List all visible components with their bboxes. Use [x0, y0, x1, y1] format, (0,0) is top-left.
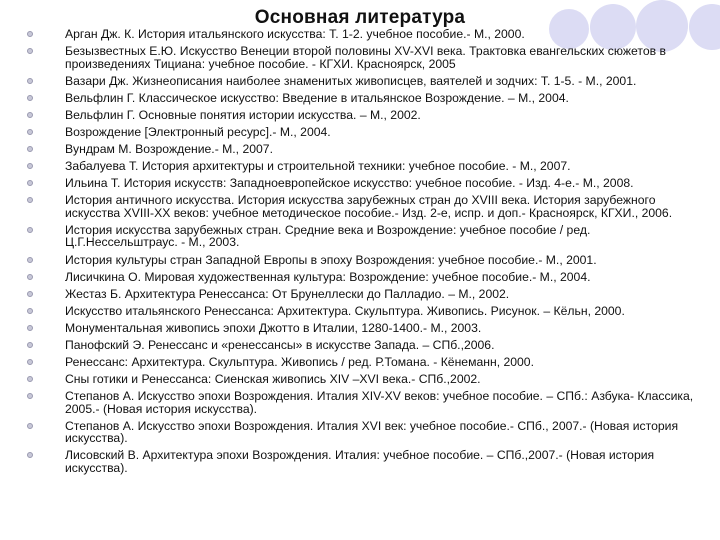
- reference-text: История античного искусства. История искусства зарубежных стран до XVIII века. История зарубежного искусства XVIII-XX веков: учебное методическое пособие.- Изд. 2-е, испр. и доп.- Красноярск, КГХИ., 2006.: [65, 193, 673, 220]
- reference-text: Вазари Дж. Жизнеописания наиболее знаменитых живописцев, ваятелей и зодчих: Т. 1-5. - М., 2001.: [65, 73, 637, 88]
- list-item: [27, 109, 699, 122]
- page-title: Основная литература: [254, 7, 466, 28]
- bullet-icon: [27, 112, 33, 118]
- list-item: [27, 339, 699, 352]
- reference-text: Ренессанс: Архитектура. Скульптура. Живопись / ред. Р.Томана. - Кёнеманн, 2000.: [65, 355, 534, 370]
- list-item: [27, 254, 699, 267]
- reference-text: Панофский Э. Ренессанс и «ренессансы» в искусстве Запада. – СПб.,2006.: [65, 338, 495, 352]
- bullet-icon: [27, 95, 33, 101]
- reference-text: Степанов А. Искусство эпохи Возрождения. Италия XIV-XV веков: учебное пособие. – СПб.: Азбука- Классика, 2005.- (Новая история искусства).: [65, 389, 694, 416]
- reference-text: Степанов А. Искусство эпохи Возрождения. Италия XVI век: учебное пособие.- СПб., 2007.- (Новая история искусства).: [65, 418, 679, 446]
- reference-list: [27, 28, 699, 479]
- bullet-icon: [27, 423, 33, 429]
- bullet-icon: [27, 291, 33, 297]
- reference-text: Возрождение [Электронный ресурс].- М., 2004.: [65, 124, 331, 139]
- reference-text: Арган Дж. К. История итальянского искусства: Т. 1-2. учебное пособие.- М., 2000.: [65, 27, 525, 41]
- list-item: [27, 288, 699, 301]
- list-item: [27, 322, 699, 335]
- list-item: [27, 373, 699, 386]
- bullet-icon: [27, 48, 33, 54]
- bullet-icon: [27, 227, 33, 233]
- bullet-icon: [27, 163, 33, 169]
- bullet-icon: [27, 78, 33, 84]
- bullet-icon: [27, 308, 33, 314]
- reference-text: Безызвестных Е.Ю. Искусство Венеции второй половины XV-XVI века. Трактовка евангельских сюжетов в произведениях Тициана: учебное пособие. - КГХИ. Красноярск, 2005: [65, 44, 666, 71]
- list-item: [27, 390, 699, 415]
- list-item: [27, 28, 699, 41]
- reference-text: Забалуева Т. История архитектуры и строительной техники: учебное пособие. - М., 2007.: [65, 159, 571, 174]
- list-item: [27, 224, 699, 249]
- list-item: [27, 92, 699, 105]
- list-item: [27, 271, 699, 284]
- reference-text: История культуры стран Западной Европы в эпоху Возрождения: учебное пособие.- М., 2001.: [65, 252, 597, 267]
- reference-text: Вельфлин Г. Классическое искусство: Введение в итальянское Возрождение. – М., 2004.: [65, 90, 569, 105]
- reference-text: История искусства зарубежных стран. Средние века и Возрождение: учебное пособие / ред. Ц.Г.Нессельштраус. - М., 2003.: [65, 222, 591, 250]
- reference-text: Вельфлин Г. Основные понятия истории искусства. – М., 2002.: [65, 107, 421, 122]
- reference-text: Сны готики и Ренессанса: Сиенская живопись XIV –XVI века.- СПб.,2002.: [65, 372, 481, 387]
- bullet-icon: [27, 274, 33, 280]
- reference-text: Лисичкина О. Мировая художественная культура: Возрождение: учебное пособие.- М., 2004.: [65, 269, 591, 284]
- list-item: [27, 75, 699, 88]
- bullet-icon: [27, 452, 33, 458]
- list-item: [27, 449, 699, 474]
- reference-text: Искусство итальянского Ренессанса: Архитектура. Скульптура. Живопись. Рисунок. – Кёльн, 2000.: [65, 303, 625, 318]
- bullet-icon: [27, 146, 33, 152]
- list-item: [27, 45, 699, 70]
- bullet-icon: [27, 129, 33, 135]
- list-item: [27, 143, 699, 156]
- bullet-icon: [27, 31, 33, 37]
- reference-text: Лисовский В. Архитектура эпохи Возрождения. Италия: учебное пособие. – СПб.,2007.- (Новая история искусства).: [65, 448, 655, 475]
- list-item: [27, 356, 699, 369]
- bullet-icon: [27, 325, 33, 331]
- list-item: [27, 305, 699, 318]
- list-item: [27, 420, 699, 445]
- list-item: [27, 160, 699, 173]
- bullet-icon: [27, 359, 33, 365]
- list-item: [27, 126, 699, 139]
- reference-text: Жестаз Б. Архитектура Ренессанса: От Брунеллески до Палладио. – М., 2002.: [65, 286, 510, 301]
- bullet-icon: [27, 197, 33, 203]
- reference-text: Ильина Т. История искусств: Западноевропейское искусство: учебное пособие. - Изд. 4-е.- М., 2008.: [65, 176, 634, 191]
- bullet-icon: [27, 376, 33, 382]
- list-item: [27, 177, 699, 190]
- bullet-icon: [27, 257, 33, 263]
- reference-text: Монументальная живопись эпохи Джотто в Италии, 1280-1400.- М., 2003.: [65, 320, 482, 335]
- bullet-icon: [27, 393, 33, 399]
- reference-text: Вундрам М. Возрождение.- М., 2007.: [65, 142, 273, 157]
- bullet-icon: [27, 180, 33, 186]
- bullet-icon: [27, 342, 33, 348]
- list-item: [27, 194, 699, 219]
